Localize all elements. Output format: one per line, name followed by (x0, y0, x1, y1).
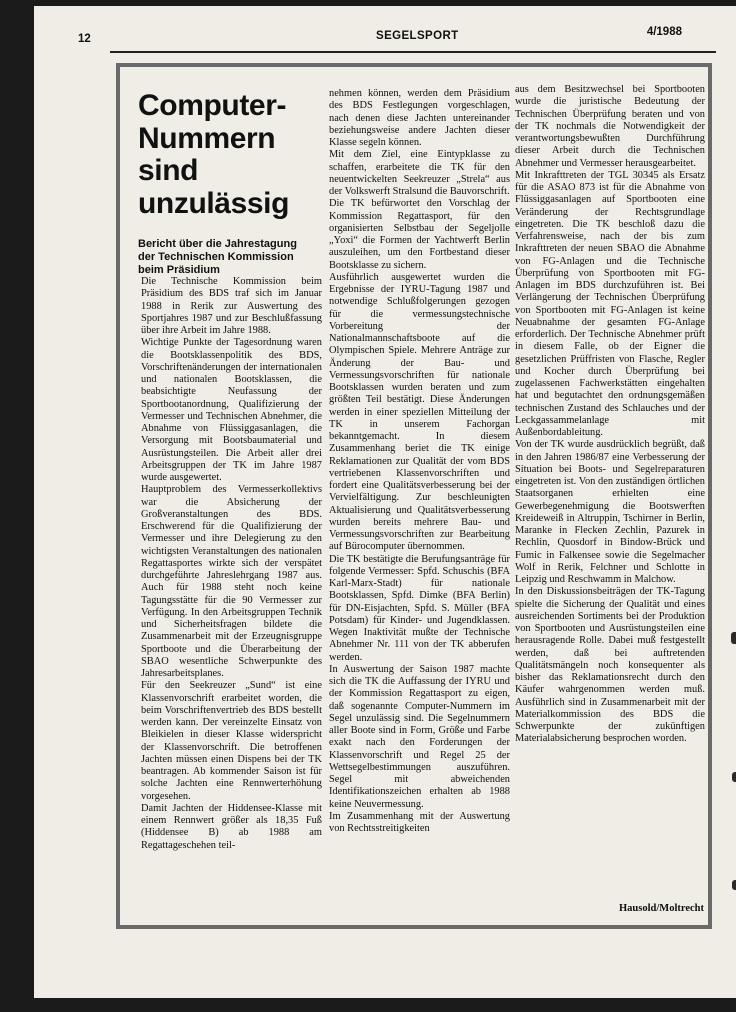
paragraph: Die Technische Kommission beim Präsidium des BDS traf sich im Januar 1988 in Rerik zur Auswertung des Sportjahres 1987 und zur Beschlußfassung über ihre Arbeit im Jahre 1988. (141, 276, 322, 336)
binding-mark (731, 632, 736, 644)
paragraph: Damit Jachten der Hiddensee-Klasse mit einem Rennwert größer als 18,35 Fuß (Hiddensee B) ab 1988 am Regattageschehen teil- (141, 802, 322, 851)
paragraph: Für den Seekreuzer „Sund“ ist eine Klassenvorschrift erarbeitet worden, die beim Vorschriftenvertrieb des BDS bestellt werden kann. Der vereinzelte Einsatz von Bleikielen in dieser Klasse widerspricht der Klassenvorschrift. Die betroffenen Jachten müssen einen Dispens bei der TK beantragen. Ab kommender Saison ist für solche Jachten eine Rennwerterhöhung vorgesehen. (141, 680, 322, 802)
article-column-2 (329, 88, 510, 835)
page-header (70, 26, 682, 46)
paragraph: In Auswertung der Saison 1987 machte sich die TK die Auffassung der IYRU und der Kommission Regattasport zu eigen, daß sogenannte Computer-Nummern im Segel unzulässig sind. Die Segelnummern aller Boote sind in Form, Größe und Farbe exakt nach den Forderungen der Klassenvorschrift und Regel 25 der Wettsegelbestimmungen auszuführen. Segel mit abweichenden Identifikationszeichen erhalten ab 1988 keine Neuvermessung. (329, 663, 510, 810)
paragraph: Von der TK wurde ausdrücklich begrüßt, daß in den Jahren 1986/87 eine Verbesserung der Situation bei Boots- und Segelreparaturen eingetreten ist. Von den zuständigen örtlichen Staatsorganen erhielten eine Gewerbegenehmigung die Bootswerften Kreideweiß in Altruppin, Tschirner in Berlin, Maranke in Flecken Zechlin, Pazurek in Rechlin, Quosdorf in Bindow-Brück und Fumic in Falkensee sowie die Segelmacher Wolf in Rerik, Felchner und Schlotte in Leipzig und Reschwamm in Malchow. (515, 439, 705, 585)
paragraph: nehmen können, werden dem Präsidium des BDS Festlegungen vorgeschlagen, nach denen diese Jachten untereinander beziehungsweise andere Jachten dieser Klasse segeln können. (329, 88, 510, 148)
article-column-1 (141, 276, 322, 852)
paragraph: Im Zusammenhang mit der Auswertung von Rechtsstreitigkeiten (329, 810, 510, 834)
paragraph: Wichtige Punkte der Tagesordnung waren die Bootsklassenpolitik des BDS, Vorschriftenänderungen der internationalen und nationalen Bootsklassen, die beabsichtigte Neufassung der Sportbootanordnung, Qualifizierung der Vermesser und Technischen Abnehmer, die Abnahme von Flüssiggasanlagen, die Versorgung mit Bootsbaumaterial und Ausrüstungsteilen. Die Arbeit aller drei Arbeitsgruppen der TK im Jahre 1987 wurde ausgewertet. (141, 337, 322, 483)
binding-mark (732, 772, 736, 782)
paragraph: aus dem Besitzwechsel bei Sportbooten wurde die juristische Bedeutung der Technischen Überprüfung beraten und von der TK nochmals die Notwendigkeit der verantwortungsbewußten Durchführung dieser Arbeit durch die Technischen Abnehmer und Vermesser herausgearbeitet. (515, 84, 705, 169)
magazine-name: SEGELSPORT (376, 30, 459, 42)
author-signature: Hausold/Moltrecht (619, 903, 704, 914)
paragraph: Die TK befürwortet den Vorschlag der Kommission Regattasport, für den organisierten Selbstbau der Segeljolle „Yoxi“ die Formen der Yachtwerft Berlin auszuleihen, um den Fortbestand dieser Bootsklasse zu sichern. (329, 198, 510, 271)
paragraph: Die TK bestätigte die Berufungsanträge für folgende Vermesser: Spfd. Schuschis (BFA Karl-Marx-Stadt) für nationale Bootsklassen, Spfd. Dimke (BFA Berlin) für DN-Eisjachten, Spfd. S. Müller (BFA Potsdam) für Kinder- und Jugendklassen. Wegen Inaktivität mußte der Technische Abnehmer Nr. 111 von der TK abberufen werden. (329, 553, 510, 663)
paragraph: In den Diskussionsbeiträgen der TK-Tagung spielte die Sicherung der Qualität und eines ausreichenden Sortiments bei der Produktion von Sportbooten und Ausrüstungsteilen eine herausragende Rolle. Dabei muß festgestellt werden, daß bei auftretenden Qualitätsmängeln noch konsequenter als bisher das Reklamationsrecht durch den Käufer wahrgenommen werden muß. Ausführlich sind in Zusammenarbeit mit der Materialkommission des BDS die Schwerpunkte der zukünftigen Materialabsicherung besprochen worden. (515, 586, 705, 745)
header-rule (110, 51, 716, 53)
issue-number: 4/1988 (646, 26, 682, 38)
paragraph: Mit Inkrafttreten der TGL 30345 als Ersatz für die ASAO 873 ist für die Abnahme von Flüssiggasanlagen auf Sportbooten eine Veränderung der Rechtsgrundlage eingetreten. Die TK beschloß dazu die Verfahrensweise, nach der bis zum Inkrafttreten der neuen SBAO die Abnahme von FG-Anlagen und die Technische Überprüfung von Sportbooten mit FG-Anlagen im BDS durchzuführen ist. Bei Verlängerung der Technischen Überprüfung von Sportbooten mit FG-Anlagen ist keine Neuabnahme der gesamten FG-Anlage erforderlich. Der Technische Abnehmer prüft in diesem Falle, ob der Eigner die gesetzlichen Prüffristen von Flasche, Regler und Kocher durch Überprüfung bei zugelassenen Fachwerkstätten eingehalten hat und begutachtet den ordnungsgemäßen technischen Zustand des Schlauches und der Leckgassammelanlage mit Außenbordableitung. (515, 169, 705, 438)
article-column-3 (515, 84, 705, 746)
page-number: 12 (78, 33, 91, 45)
paragraph: Ausführlich ausgewertet wurden die Ergebnisse der IYRU-Tagung 1987 und notwendige Schlußfolgerungen gezogen für die vermessungstechnische Vorbereitung der Nationalmannschaftsboote auf die Olympischen Spiele. Mehrere Anträge zur Änderung der Bau- und Vermessungsvorschriften für nationale Bootsklassen wurden beraten und zum größten Teil bestätigt. Diese Änderungen werden in einer speziellen Mitteilung der TK in unserem Fachorgan bekanntgemacht. In diesem Zusammenhang beriet die TK einige Reklamationen zur Qualität der vom BDS vertriebenen Klassenvorschriften und fordert eine Qualitätsverbesserung bei der Vervielfältigung. Zur beschleunigten Aktualisierung und Qualitätsverbesserung wurden bereits mehrere Bau- und Vermessungsvorschriften zur Bearbeitung auf Bürocomputer übernommen. (329, 271, 510, 553)
paragraph: Hauptproblem des Vermesserkollektivs war die Absicherung der Großveranstaltungen des BDS. Erschwerend für die Qualifizierung der Vermesser und ihre Delegierung zu den wichtigsten Veranstaltungen des nationalen Regattasportes wirkte sich der verspätet durchgeführte Jahreslehrgang 1987 aus. Auch für 1988 steht noch keine Tagungsstätte für die 90 Vermesser zur Verfügung. In den Arbeitsgruppen Technik und Sicherheitsfragen bildete die Zusammenarbeit mit der Erzeugnisgruppe Sportboote und die Überarbeitung der SBAO wesentliche Schwerpunkte des Jahresarbeitsplanes. (141, 484, 322, 679)
article-subtitle: Bericht über die Jahrestagung der Technischen Kommission beim Präsidium (138, 238, 297, 276)
article-title: Computer-Nummern sind unzulässig (138, 89, 290, 220)
binding-mark (732, 880, 736, 890)
paragraph: Mit dem Ziel, eine Eintypklasse zu schaffen, erarbeitete die TK für den neuentwickelten Seekreuzer „Strela“ aus der Volkswerft Stralsund die Bauvorschrift. (329, 149, 510, 197)
headline-block (138, 90, 308, 277)
